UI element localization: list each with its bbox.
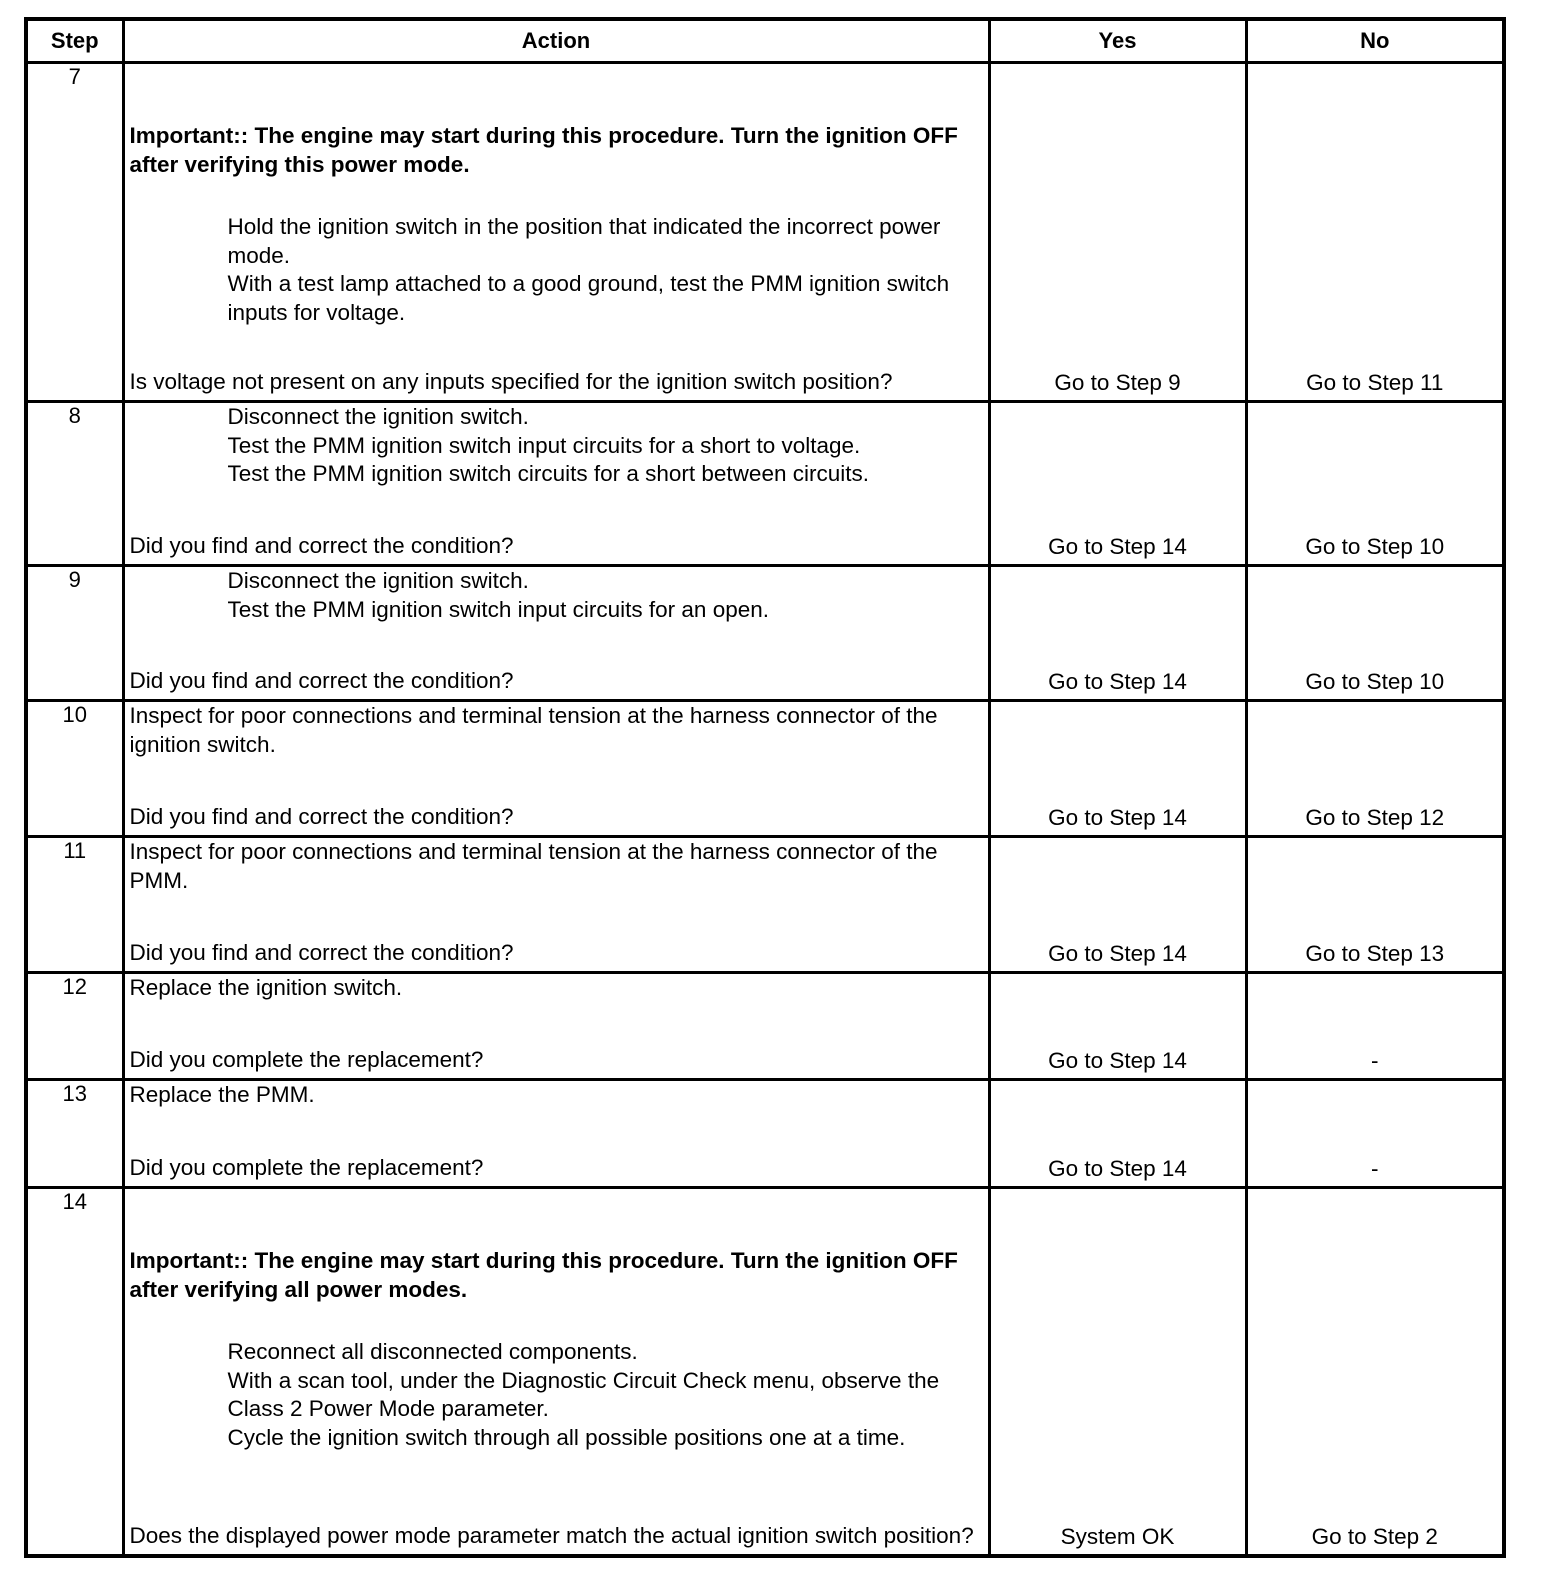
action-cell	[123, 701, 989, 837]
step-number: 10	[26, 701, 123, 837]
question: Did you find and correct the condition?	[129, 939, 514, 965]
no-cell	[1246, 566, 1504, 701]
no-outcome: Go to Step 11	[1306, 370, 1444, 395]
yes-outcome: Go to Step 9	[1054, 370, 1181, 395]
header-step: Step	[26, 19, 123, 63]
step-number: 14	[26, 1188, 123, 1556]
action-cell	[123, 1188, 989, 1556]
table-row	[26, 973, 1504, 1080]
instruction-text: Replace the PMM.	[129, 1082, 315, 1107]
table-row	[26, 402, 1504, 566]
diagnostic-table	[24, 17, 1506, 1558]
yes-cell	[989, 701, 1246, 837]
table-row	[26, 1080, 1504, 1188]
question: Did you find and correct the condition?	[129, 803, 514, 829]
no-outcome: Go to Step 10	[1305, 669, 1445, 694]
question: Did you complete the replacement?	[129, 1154, 484, 1180]
no-cell	[1246, 402, 1504, 566]
no-outcome: -	[1371, 1048, 1379, 1073]
substep: Cycle the ignition switch through all possible positions one at a time.	[227, 1424, 906, 1450]
instruction-text: Replace the ignition switch.	[129, 975, 403, 1000]
table-row	[26, 566, 1504, 701]
action-cell	[123, 837, 989, 973]
no-cell	[1246, 63, 1504, 402]
yes-outcome: Go to Step 14	[1048, 1048, 1187, 1073]
no-cell	[1246, 1080, 1504, 1188]
substep: Hold the ignition switch in the position that indicated the incorrect power mode.	[227, 214, 941, 268]
yes-cell	[989, 63, 1246, 402]
substep: Test the PMM ignition switch input circuits for a short to voltage.	[227, 432, 861, 458]
step-number: 7	[26, 63, 123, 402]
no-cell	[1246, 973, 1504, 1080]
important-note: Important:: The engine may start during this procedure. Turn the ignition OFF after verifying all power modes.	[129, 1248, 958, 1302]
no-outcome: Go to Step 13	[1305, 941, 1445, 966]
yes-cell	[989, 837, 1246, 973]
no-outcome: Go to Step 2	[1311, 1523, 1438, 1549]
header-yes: Yes	[989, 19, 1246, 63]
header-action: Action	[123, 19, 989, 63]
no-outcome: Go to Step 10	[1305, 534, 1445, 559]
question: Did you complete the replacement?	[129, 1046, 484, 1072]
table-row	[26, 1188, 1504, 1556]
action-cell	[123, 973, 989, 1080]
step-number: 12	[26, 973, 123, 1080]
step-number: 9	[26, 566, 123, 701]
yes-outcome: Go to Step 14	[1048, 805, 1187, 830]
table-row	[26, 701, 1504, 837]
no-cell	[1246, 1188, 1504, 1556]
question: Is voltage not present on any inputs specified for the ignition switch position?	[129, 368, 893, 394]
substep: With a test lamp attached to a good ground, test the PMM ignition switch inputs for voltage.	[227, 271, 950, 325]
substep: Disconnect the ignition switch.	[227, 568, 529, 593]
action-cell	[123, 63, 989, 402]
substep: With a scan tool, under the Diagnostic Circuit Check menu, observe the Class 2 Power Mode parameter.	[227, 1367, 940, 1421]
yes-outcome: Go to Step 14	[1048, 1156, 1187, 1181]
yes-outcome: Go to Step 14	[1048, 669, 1187, 694]
no-cell	[1246, 701, 1504, 837]
yes-cell	[989, 566, 1246, 701]
instruction-text: Inspect for poor connections and terminal tension at the harness connector of the PMM.	[129, 839, 938, 893]
yes-outcome: Go to Step 14	[1048, 534, 1187, 559]
substep: Reconnect all disconnected components.	[227, 1339, 638, 1364]
yes-cell	[989, 1188, 1246, 1556]
instruction-text: Inspect for poor connections and terminal tension at the harness connector of the ignition switch.	[129, 703, 938, 757]
substep: Test the PMM ignition switch input circuits for an open.	[227, 596, 769, 622]
no-outcome: -	[1371, 1156, 1379, 1181]
action-cell	[123, 566, 989, 701]
yes-cell	[989, 402, 1246, 566]
step-number: 8	[26, 402, 123, 566]
yes-cell	[989, 973, 1246, 1080]
action-cell	[123, 1080, 989, 1188]
yes-cell	[989, 1080, 1246, 1188]
substep: Test the PMM ignition switch circuits for a short between circuits.	[227, 461, 869, 486]
step-number: 13	[26, 1080, 123, 1188]
question: Did you find and correct the condition?	[129, 532, 514, 558]
no-cell	[1246, 837, 1504, 973]
step-number: 11	[26, 837, 123, 973]
no-outcome: Go to Step 12	[1305, 805, 1445, 830]
yes-outcome: Go to Step 14	[1048, 941, 1187, 966]
substep: Disconnect the ignition switch.	[227, 404, 529, 429]
question: Did you find and correct the condition?	[129, 667, 514, 693]
table-header-row	[26, 19, 1504, 63]
important-note: Important:: The engine may start during this procedure. Turn the ignition OFF after verifying this power mode.	[129, 123, 958, 177]
action-cell	[123, 402, 989, 566]
header-no: No	[1246, 19, 1504, 63]
yes-outcome: System OK	[1060, 1523, 1175, 1549]
question: Does the displayed power mode parameter match the actual ignition switch position?	[129, 1522, 974, 1548]
table-row	[26, 63, 1504, 402]
table-row	[26, 837, 1504, 973]
